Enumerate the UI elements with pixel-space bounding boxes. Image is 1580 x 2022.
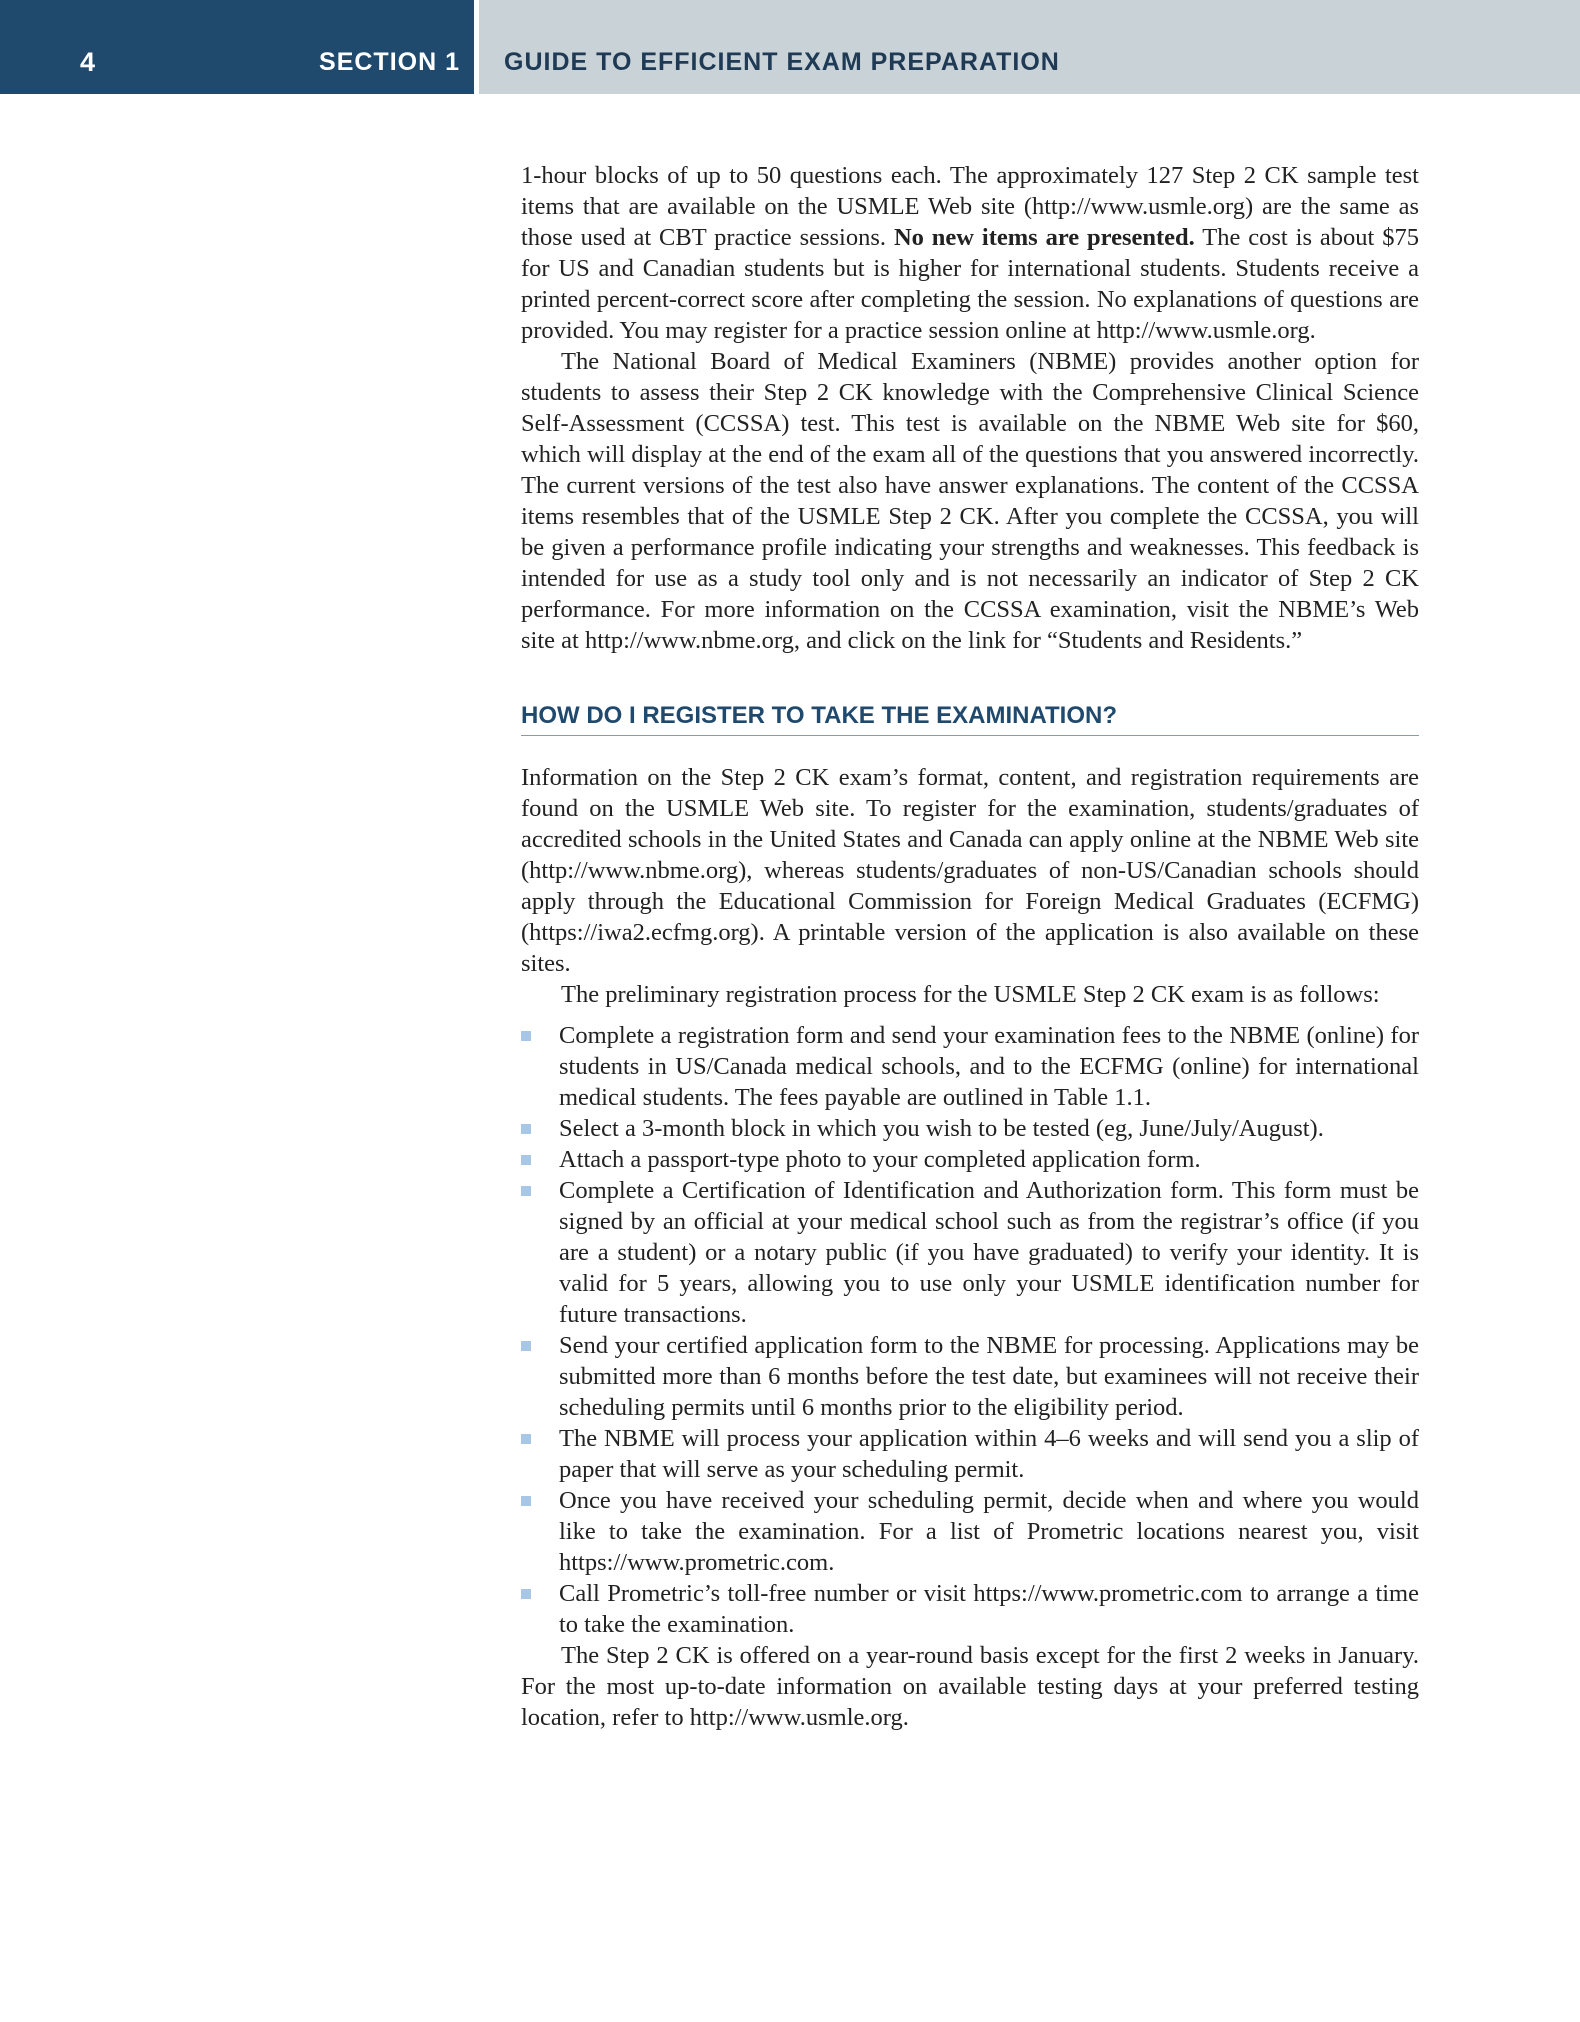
list-item-text: Once you have received your scheduling permit, decide when and where you would like to take the examination. For a list of Prometric locations nearest you, visit https://www.prometric.com. (559, 1487, 1419, 1576)
bullet-square-icon (521, 1341, 531, 1351)
bullet-square-icon (521, 1434, 531, 1444)
list-item-text: Select a 3-month block in which you wish to be tested (eg, June/July/August). (559, 1115, 1324, 1142)
section-label: SECTION 1 (319, 48, 460, 76)
list-item-text: Call Prometric’s toll-free number or visit https://www.prometric.com to arrange a time to take the examination. (559, 1580, 1419, 1638)
list-item (521, 1485, 1419, 1578)
paragraph-practice-session (521, 160, 1419, 346)
paragraph-registration-process: The preliminary registration process for the USMLE Step 2 CK exam is as follows: (561, 981, 1380, 1008)
paragraph-text: The cost is about $75 for US and Canadian students but is higher for international students. Students receive a printed percent-correct score after completing the session. No explanations of questions are provided. You may register for a practice session online at http://www.usmle.org. (521, 224, 1419, 344)
paragraph-text: 1-hour blocks of up to 50 questions each. The approximately 127 Step 2 CK sample test items that are available on the USMLE Web site (http://www.usmle.org) are the same as those used at CBT practice sessions. (521, 162, 1419, 251)
paragraph-testing-schedule: The Step 2 CK is offered on a year-round basis except for the first 2 weeks in January. For the most up-to-date information on available testing days at your preferred testing location, refer to http://www.usmle.org. (521, 1642, 1419, 1731)
section-heading-rule (521, 701, 1419, 736)
list-item-text: Complete a registration form and send your examination fees to the NBME (online) for students in US/Canada medical schools, and to the ECFMG (online) for international medical students. The fees payable are outlined in Table 1.1. (559, 1022, 1419, 1111)
list-item-text: The NBME will process your application within 4–6 weeks and will send you a slip of paper that will serve as your scheduling permit. (559, 1425, 1419, 1483)
bold-emphasis: No new items are presented. (893, 224, 1195, 251)
list-item (521, 1020, 1419, 1113)
bullet-square-icon (521, 1031, 531, 1041)
bullet-square-icon (521, 1496, 531, 1506)
section-heading: HOW DO I REGISTER TO TAKE THE EXAMINATION? (521, 702, 1118, 729)
main-content (521, 160, 1419, 1733)
bullet-square-icon (521, 1589, 531, 1599)
chapter-title: GUIDE TO EFFICIENT EXAM PREPARATION (504, 48, 1060, 76)
bullet-square-icon (521, 1186, 531, 1196)
list-item-text: Send your certified application form to the NBME for processing. Applications may be submitted more than 6 months before the test date, but examinees will not receive their scheduling permits until 6 months prior to the eligibility period. (559, 1332, 1419, 1421)
registration-steps-list (521, 1020, 1419, 1640)
list-item (521, 1144, 1419, 1175)
bullet-square-icon (521, 1124, 531, 1134)
paragraph-registration-info: Information on the Step 2 CK exam’s format, content, and registration requirements are found on the USMLE Web site. To register for the examination, students/graduates of accredited schools in the United States and Canada can apply online at the NBME Web site (http://www.nbme.org), whereas students/graduates of non-US/Canadian schools should apply through the Educational Commission for Foreign Medical Graduates (ECFMG) (https://iwa2.ecfmg.org). A printable version of the application is also available on these sites. (521, 764, 1419, 977)
page-header (0, 0, 1580, 94)
list-item-text: Complete a Certification of Identification and Authorization form. This form must be signed by an official at your medical school such as from the registrar’s office (if you are a student) or a notary public (if you have graduated) to verify your identity. It is valid for 5 years, allowing you to use only your USMLE identification number for future transactions. (559, 1177, 1419, 1328)
paragraph-nbme-ccssa: The National Board of Medical Examiners (NBME) provides another option for students to assess their Step 2 CK knowledge with the Comprehensive Clinical Science Self-Assessment (CCSSA) test. This test is available on the NBME Web site for $60, which will display at the end of the exam all of the questions that you answered incorrectly. The current versions of the test also have answer explanations. The content of the CCSSA items resembles that of the USMLE Step 2 CK. After you complete the CCSSA, you will be given a performance profile indicating your strengths and weaknesses. This feedback is intended for use as a study tool only and is not necessarily an indicator of Step 2 CK performance. For more information on the CCSSA examination, visit the NBME’s Web site at http://www.nbme.org, and click on the link for “Students and Residents.” (521, 348, 1419, 654)
list-item (521, 1578, 1419, 1640)
list-item (521, 1113, 1419, 1144)
list-item-text: Attach a passport-type photo to your completed application form. (559, 1146, 1201, 1173)
list-item (521, 1175, 1419, 1330)
bullet-square-icon (521, 1155, 531, 1165)
page-number: 4 (80, 47, 96, 77)
list-item (521, 1423, 1419, 1485)
list-item (521, 1330, 1419, 1423)
